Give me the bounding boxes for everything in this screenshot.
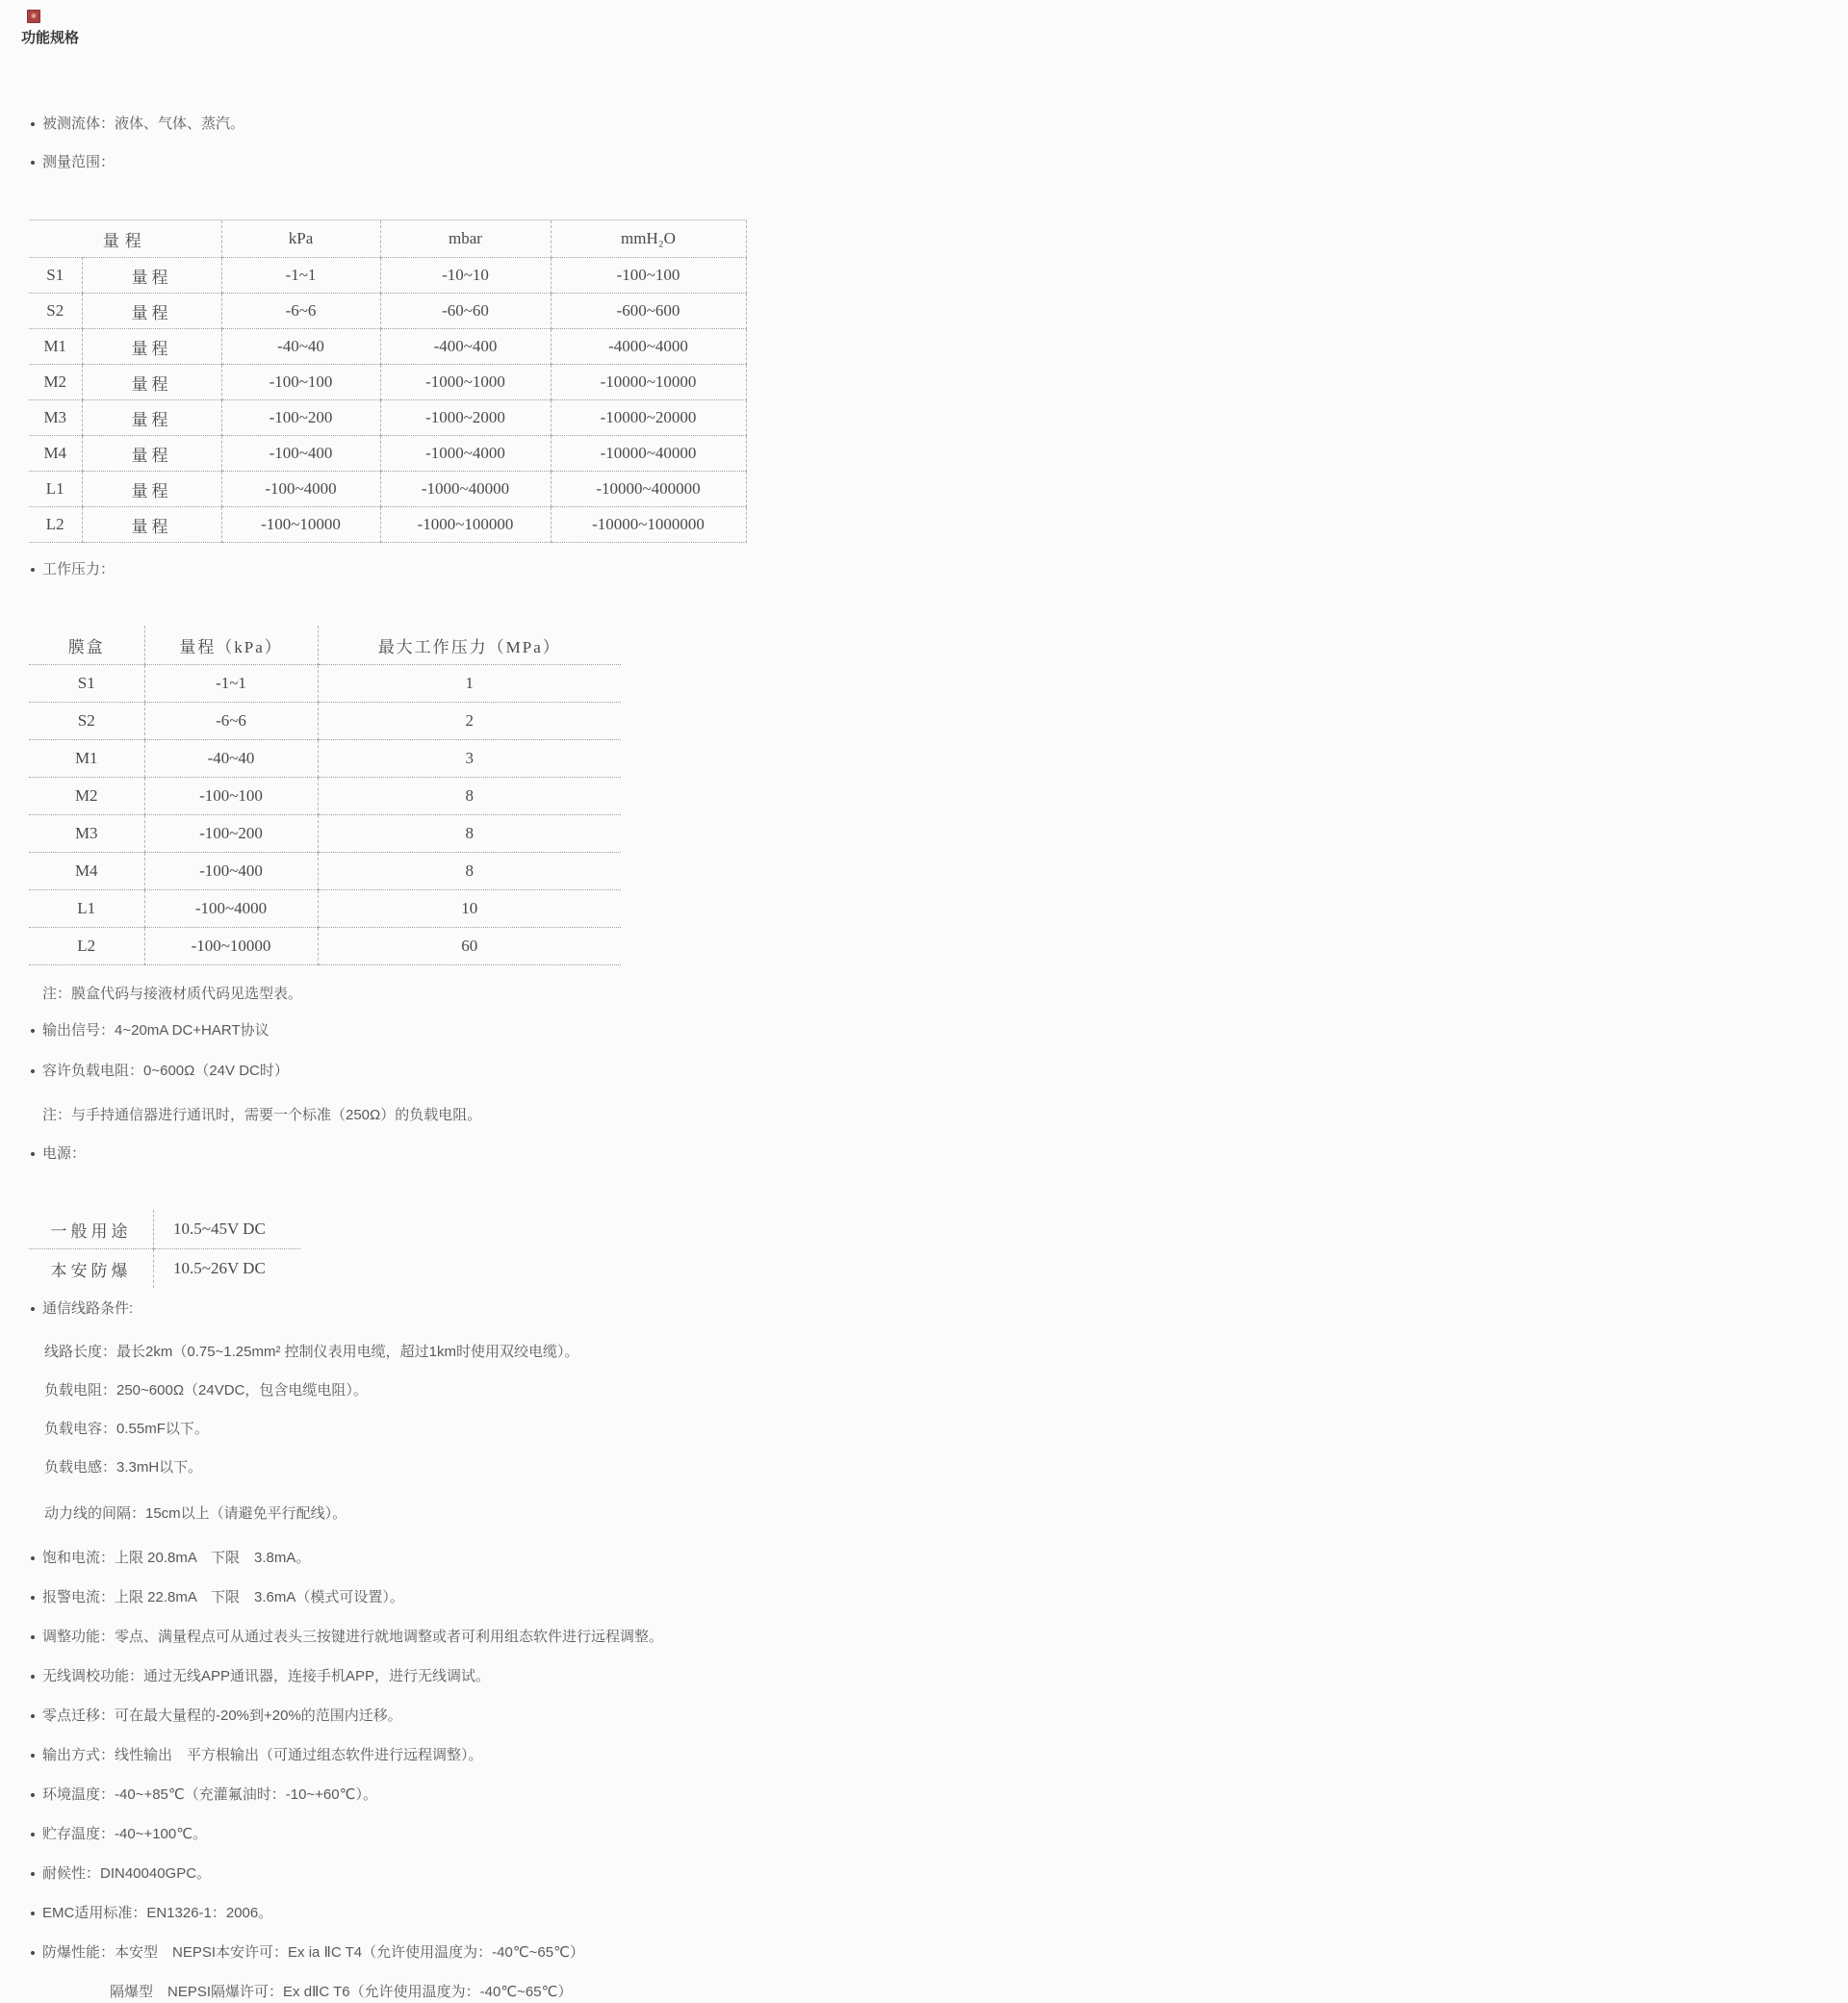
- table-cell: 量程: [82, 294, 221, 329]
- table-header-row: [29, 626, 621, 665]
- table-cell: -100~100: [144, 778, 318, 815]
- table-row: [29, 665, 621, 703]
- table-row: [29, 928, 621, 965]
- comm-line-length: 线路长度：最长2km（0.75~1.25mm² 控制仪表用电缆，超过1km时使用双绞电缆）。: [44, 1344, 579, 1360]
- table-cell: -1~1: [144, 665, 318, 703]
- table-cell: 量程: [82, 258, 221, 294]
- table-cell: 量程: [82, 436, 221, 472]
- table-cell: -1~1: [221, 258, 380, 294]
- table-cell: 8: [318, 853, 621, 890]
- spec-item-comm-conditions: [21, 1298, 1080, 1320]
- spec-item-explosion-proof-cont: 隔爆型 NEPSI隔爆许可：Ex dⅡC T6（允许使用温度为：-40℃~65℃）: [110, 1984, 573, 2000]
- spec-item-ambient-temp: [21, 1785, 1080, 1806]
- table-cell: -100~10000: [221, 507, 380, 543]
- table-row: [29, 740, 621, 778]
- bullet-icon: [31, 161, 35, 165]
- bullet-icon: [31, 1635, 35, 1639]
- table-cell: -100~200: [221, 400, 380, 436]
- table-cell: S2: [29, 294, 82, 329]
- table-cell: -400~400: [380, 329, 551, 365]
- table-row: [29, 365, 746, 400]
- table-cell: -100~10000: [144, 928, 318, 965]
- spec-item-storage-temp: [21, 1824, 1080, 1845]
- spec-item-zero-shift: [21, 1706, 1080, 1727]
- table-row: [29, 778, 621, 815]
- spec-item-text: 测量范围：: [42, 154, 116, 170]
- table-cell: -6~6: [221, 294, 380, 329]
- table-cell: 量程: [82, 329, 221, 365]
- table-cell: -1000~1000: [380, 365, 551, 400]
- bullet-icon: [31, 1675, 35, 1679]
- table-cell: S1: [29, 258, 82, 294]
- table-cell: -40~40: [144, 740, 318, 778]
- spec-item-emc-standard: [21, 1903, 1080, 1924]
- bullet-icon: [31, 1754, 35, 1758]
- column-header: kPa: [221, 220, 380, 258]
- table-row: [29, 472, 746, 507]
- bullet-icon: [31, 1152, 35, 1156]
- spec-item-text: 容许负载电阻：0~600Ω（24V DC时）: [42, 1063, 289, 1079]
- spec-item-text: 电源：: [42, 1145, 87, 1162]
- bullet-icon: [31, 1912, 35, 1915]
- table-cell: 本安防爆: [29, 1249, 154, 1289]
- table-row: [29, 258, 746, 294]
- table-row: [29, 853, 621, 890]
- note-diaphragm: 注：膜盒代码与接液材质代码见选型表。: [42, 986, 303, 1002]
- page-title: 功能规格: [21, 30, 80, 46]
- spec-item-text: 零点迁移：可在最大量程的-20%到+20%的范围内迁移。: [42, 1708, 402, 1724]
- bullet-icon: [31, 1069, 35, 1073]
- table-row: [29, 294, 746, 329]
- table-cell: 量程: [82, 507, 221, 543]
- table-cell: 量程: [82, 472, 221, 507]
- table-row: [29, 1249, 300, 1289]
- column-header: mbar: [380, 220, 551, 258]
- table-cell: -10000~20000: [551, 400, 746, 436]
- table-cell: L2: [29, 507, 82, 543]
- table-row: [29, 890, 621, 928]
- column-header: mmH₂O: [551, 220, 746, 258]
- table-row: [29, 815, 621, 853]
- table-cell: 量程: [82, 365, 221, 400]
- spec-item-text: EMC适用标准：EN1326-1：2006。: [42, 1905, 273, 1921]
- table-cell: M1: [29, 329, 82, 365]
- spec-item-fluid: [21, 114, 1080, 135]
- table-row: [29, 329, 746, 365]
- table-row: [29, 1210, 300, 1249]
- bullet-icon: [31, 568, 35, 572]
- table-cell: L1: [29, 890, 144, 928]
- spec-item-text: 报警电流：上限 22.8mA 下限 3.6mA（模式可设置）。: [42, 1589, 404, 1605]
- bullet-icon: [31, 1951, 35, 1955]
- bullet-icon: [31, 1833, 35, 1836]
- bullet-icon: [31, 1307, 35, 1311]
- table-cell: -100~100: [221, 365, 380, 400]
- table-cell: M3: [29, 815, 144, 853]
- column-header: 最大工作压力（MPa）: [318, 626, 621, 665]
- spec-item-text: 输出方式：线性输出 平方根输出（可通过组态软件进行远程调整）。: [42, 1747, 483, 1763]
- spec-item-text: 调整功能：零点、满量程点可从通过表头三按键进行就地调整或者可利用组态软件进行远程调整。: [42, 1629, 664, 1645]
- spec-item-text: 被测流体：液体、气体、蒸汽。: [42, 116, 245, 132]
- table-cell: 60: [318, 928, 621, 965]
- table-cell: 一般用途: [29, 1210, 154, 1249]
- power-supply-table: [29, 1210, 300, 1288]
- bullet-icon: [31, 1714, 35, 1718]
- table-cell: -40~40: [221, 329, 380, 365]
- spec-item-range: [21, 152, 1080, 173]
- table-cell: 3: [318, 740, 621, 778]
- spec-item-wireless-calibration: [21, 1666, 1080, 1687]
- table-cell: -10000~40000: [551, 436, 746, 472]
- spec-item-text: 无线调校功能：通过无线APP通讯器，连接手机APP，进行无线调试。: [42, 1668, 491, 1684]
- table-cell: M4: [29, 436, 82, 472]
- table-cell: L2: [29, 928, 144, 965]
- spec-item-weather-resistance: [21, 1863, 1080, 1885]
- table-cell: M2: [29, 365, 82, 400]
- spec-item-text: 环境温度：-40~+85℃（充灌氟油时：-10~+60℃）。: [42, 1786, 377, 1803]
- measuring-range-table: [29, 219, 747, 543]
- spec-item-alarm-current: [21, 1587, 1080, 1608]
- spec-item-text: 贮存温度：-40~+100℃。: [42, 1826, 208, 1842]
- column-header: 膜盒: [29, 626, 144, 665]
- table-cell: -100~100: [551, 258, 746, 294]
- table-cell: -10~10: [380, 258, 551, 294]
- table-cell: 8: [318, 815, 621, 853]
- table-cell: -10000~400000: [551, 472, 746, 507]
- table-cell: S1: [29, 665, 144, 703]
- spec-item-power: [21, 1143, 1080, 1165]
- spec-item-output-signal: [21, 1020, 1080, 1041]
- comm-load-capacitance: 负载电容：0.55mF以下。: [44, 1421, 209, 1437]
- spec-item-text: 饱和电流：上限 20.8mA 下限 3.8mA。: [42, 1550, 311, 1566]
- table-cell: -100~4000: [144, 890, 318, 928]
- spec-item-output-mode: [21, 1745, 1080, 1766]
- table-cell: 8: [318, 778, 621, 815]
- table-cell: S2: [29, 703, 144, 740]
- spec-item-text: 耐候性：DIN40040GPC。: [42, 1865, 212, 1882]
- table-cell: -4000~4000: [551, 329, 746, 365]
- spec-item-adjust-function: [21, 1627, 1080, 1648]
- table-cell: M3: [29, 400, 82, 436]
- table-cell: -6~6: [144, 703, 318, 740]
- table-cell: -100~400: [144, 853, 318, 890]
- table-row: [29, 703, 621, 740]
- table-cell: -1000~40000: [380, 472, 551, 507]
- working-pressure-table: [29, 626, 621, 965]
- table-cell: -10000~1000000: [551, 507, 746, 543]
- bullet-icon: [31, 1029, 35, 1033]
- bullet-icon: [31, 122, 35, 126]
- table-cell: M4: [29, 853, 144, 890]
- spec-item-text: 通信线路条件:: [42, 1300, 134, 1317]
- table-cell: -600~600: [551, 294, 746, 329]
- note-hart: 注：与手持通信器进行通讯时，需要一个标准（250Ω）的负载电阻。: [42, 1107, 482, 1123]
- table-header-row: [29, 220, 746, 258]
- table-cell: 10.5~26V DC: [173, 1259, 266, 1277]
- table-cell: -60~60: [380, 294, 551, 329]
- bullet-icon: [31, 1596, 35, 1600]
- table-cell: 1: [318, 665, 621, 703]
- table-cell: -10000~10000: [551, 365, 746, 400]
- spec-item-text: 防爆性能：本安型 NEPSI本安许可：Ex ia ⅡC T4（允许使用温度为：-40℃~65℃）: [42, 1944, 584, 1961]
- table-cell: -1000~100000: [380, 507, 551, 543]
- bullet-icon: [31, 1556, 35, 1560]
- comm-power-line-gap: 动力线的间隔：15cm以上（请避免平行配线）。: [44, 1505, 347, 1522]
- table-cell: 10.5~45V DC: [154, 1210, 301, 1249]
- table-cell: 量程: [82, 400, 221, 436]
- column-header: 量程（kPa）: [144, 626, 318, 665]
- table-cell: -1000~4000: [380, 436, 551, 472]
- spec-item-saturation-current: [21, 1548, 1080, 1569]
- table-cell: -100~200: [144, 815, 318, 853]
- spec-item-text: 工作压力：: [42, 561, 116, 578]
- table-cell: M2: [29, 778, 144, 815]
- table-row: [29, 436, 746, 472]
- comm-load-resistance: 负载电阻：250~600Ω（24VDC，包含电缆电阻）。: [44, 1382, 368, 1399]
- table-cell: 10: [318, 890, 621, 928]
- comm-load-inductance: 负载电感：3.3mH以下。: [44, 1459, 203, 1476]
- table-cell: -1000~2000: [380, 400, 551, 436]
- table-cell: 2: [318, 703, 621, 740]
- bullet-icon: [31, 1872, 35, 1876]
- table-row: [29, 507, 746, 543]
- table-cell: -100~4000: [221, 472, 380, 507]
- table-row: [29, 400, 746, 436]
- broken-image-icon: [27, 10, 40, 23]
- table-cell: M1: [29, 740, 144, 778]
- column-header: 量程: [29, 220, 221, 258]
- spec-item-text: 输出信号：4~20mA DC+HART协议: [42, 1022, 270, 1039]
- table-cell: L1: [29, 472, 82, 507]
- table-cell: -100~400: [221, 436, 380, 472]
- spec-item-working-pressure: [21, 559, 1080, 580]
- spec-item-load-resistance: [21, 1061, 1080, 1082]
- bullet-icon: [31, 1793, 35, 1797]
